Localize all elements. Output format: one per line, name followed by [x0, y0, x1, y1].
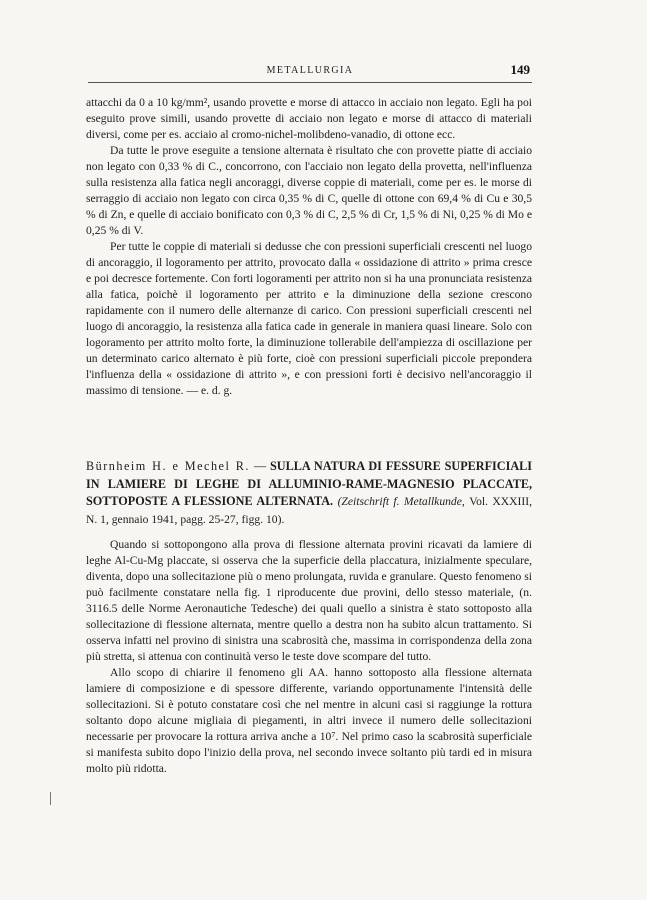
running-header	[88, 64, 532, 83]
paragraph: Per tutte le coppie di materiali si dedusse che con pressioni superficiali crescenti nel luogo di ancoraggio, il logoramento per attrito, provocato dalla « ossidazione di attrito » prima cresce e poi decresce fortemente. Con forti logoramenti per attrito non si ha una pronunciata resistenza alla fatica, poichè il logoramento per attrito e la diminuzione della sezione crescono rapidamente con il numero delle alternanze di carico. Con pressioni superficiali crescenti nel luogo di ancoraggio, la resistenza alla fatica cade in generale in maniera quasi lineare. Solo con logoramento per attrito molto forte, la diminuzione tollerabile dell'ampiezza di oscillazione per un determinato carico alternato è più forte, cioè con pressioni superficiali piccole prepondera l'influenza della « ossidazione di attrito », e con pressioni forti è decisivo nell'ancoraggio il massimo di tensione. — e. d. g.	[86, 240, 532, 397]
paragraph: Quando si sottopongono alla prova di flessione alternata provini ricavati da lamiere di leghe Al-Cu-Mg placcate, si osserva che la superficie della placcatura, inizialmente speculare, diventa, dopo una sollecitazione più o meno prolungata, ruvida e granulare. Questo fenomeno si può facilmente constatare nella fig. 1 riproducente due provini, dello stesso materiale, (n. 3116.5 delle Norme Aeronautiche Tedesche) dei quali quello a sinistra è stato sottoposto alla sollecitazione di flessione alternata, mentre quello a destra non ha subito alcun trattamento. Si osserva infatti nel provino di sinistra una scabrosità che, massima in corrispondenza della zona più stretta, si attenua con continuità verso le teste dove scompare del tutto.	[86, 538, 532, 663]
running-title: METALLURGIA	[266, 65, 354, 76]
paragraph: Allo scopo di chiarire il fenomeno gli AA. hanno sottoposto alla flessione alternata lamiere di composizione e di spessore differente, variando opportunamente l'intensità delle sollecitazioni. Si è potuto constatare così che nel mentre in alcuni casi si raggiunge la rottura soltanto dopo alcune migliaia di piegamenti, in altri invece il numero delle sollecitazioni necessarie per provocare la rottura arriva anche a 10⁷. Nel primo caso la scabrosità superficiale si manifesta subito dopo l'inizio della prova, nel secondo invece soltanto più tardi ed in misura molto più ridotta.	[86, 666, 532, 775]
body-text-bottom	[86, 537, 532, 777]
page-number: 149	[510, 62, 530, 77]
article-heading	[86, 458, 532, 528]
journal-name: (Zeitschrift f. Metallkunde,	[337, 495, 465, 508]
article-title: SULLA NATURA DI FESSURE SUPERFICIALI IN LAMIERE DI LEGHE DI ALLUMINIO-RAME-MAGNESIO PLACCATE, SOTTOPOSTE A FLESSIONE ALTERNATA.	[86, 459, 533, 508]
paragraph: attacchi da 0 a 10 kg/mm², usando provette e morse di attacco in acciaio non legato. Egli ha poi eseguito prove simili, usando provette di acciaio non legato e morse di attacco di materiali diversi, come per es. acciaio al cromo-nichel-molibdeno-vanadio, di ottone ecc.	[86, 96, 532, 141]
paragraph: Da tutte le prove eseguite a tensione alternata è risultato che con provette piatte di acciaio non legato con 0,33 % di C., concorrono, con l'acciaio non legato della provetta, nell'influenza sulla resistenza alla fatica negli ancoraggi, diverse coppie di materiali, come per es. le morse di serraggio di acciaio non legato con circa 0,35 % di C, quelle di ottone con 69,4 % di Cu e 30,5 % di Zn, e quelle di acciaio bonificato con 0,3 % di C, 2,5 % di Cr, 1,5 % di Ni, 0,25 % di Mo e 0,25 % di V.	[86, 144, 532, 237]
article-authors: Bürnheim H. e Mechel R.	[86, 459, 250, 473]
margin-mark	[50, 792, 51, 805]
heading-dash: —	[253, 459, 267, 473]
body-text-top	[86, 95, 532, 399]
citation-details: Vol. XXXIII, N. 1, gennaio 1941, pagg. 25-27, figg. 10).	[86, 495, 532, 526]
